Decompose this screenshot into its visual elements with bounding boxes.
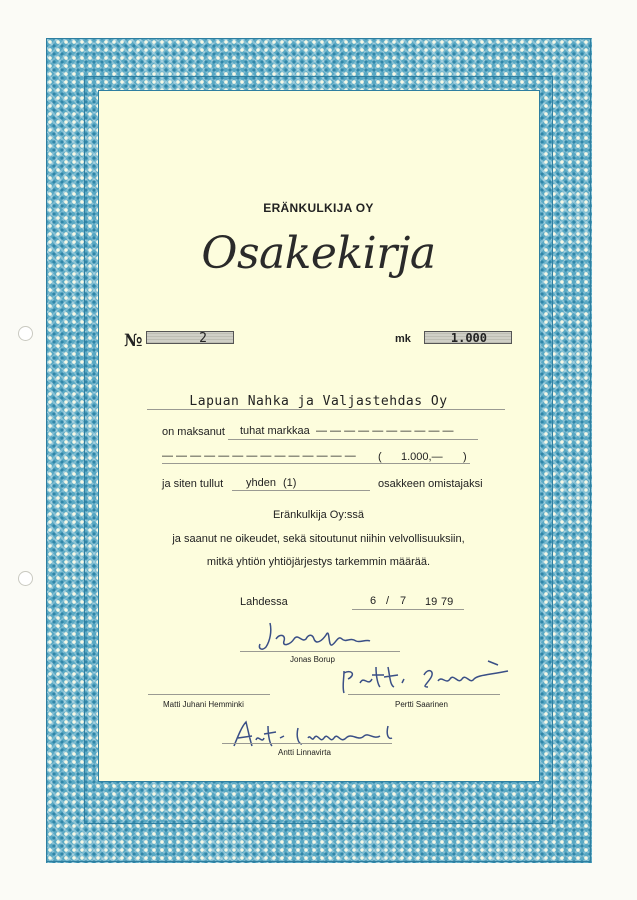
place-label: Lahdessa [240, 596, 288, 608]
shares-suffix: osakkeen omistajaksi [378, 478, 483, 490]
shares-label: ja siten tullut [162, 478, 224, 490]
amount-row-underline [162, 463, 470, 464]
number-box [146, 331, 234, 344]
punch-hole-top [18, 326, 33, 341]
paid-underline [228, 439, 478, 440]
amount-value: 1.000 [450, 331, 487, 345]
place-year: 79 [441, 596, 454, 608]
amount-label: mk [395, 333, 411, 345]
place-day: 6 [370, 595, 377, 607]
shares-value: yhden [246, 477, 276, 489]
amount-row-dashes: — — — — — — — — — — — — — — [162, 450, 356, 462]
paid-dashes: — — — — — — — — — — [316, 425, 454, 437]
paid-value: tuhat markkaa [240, 425, 310, 437]
number-label: № [124, 331, 143, 351]
place-month: 7 [400, 595, 407, 607]
shares-underline [232, 490, 370, 491]
signer-name-2: Pertti Saarinen [395, 700, 448, 709]
body-line-2: ja saanut ne oikeudet, sekä sitoutunut niihin velvollisuuksiin, [172, 533, 465, 545]
signature-antti-linnavirta [228, 716, 398, 752]
holder-name: Lapuan Nahka ja Valjastehdas Oy [189, 394, 448, 409]
date-underline [352, 609, 464, 610]
signature-line-1 [240, 651, 400, 652]
punch-hole-bottom [18, 571, 33, 586]
number-value: 2 [199, 331, 207, 346]
signer-name-1: Jonas Borup [290, 655, 335, 664]
amount-row-close: ) [463, 451, 467, 463]
paid-label: on maksanut [162, 426, 225, 438]
body-line-1: Eränkulkija Oy:ssä [272, 509, 365, 521]
shares-paren: (1) [283, 477, 297, 489]
signature-line-3 [148, 694, 270, 695]
body-line-3: mitkä yhtiön yhtiöjärjestys tarkemmin määrää. [206, 556, 431, 568]
company-name: ERÄNKULKIJA OY [263, 201, 374, 215]
amount-box [424, 331, 512, 344]
amount-row-open: ( [378, 451, 382, 463]
holder-underline [147, 409, 505, 410]
signature-line-2 [348, 694, 500, 695]
place-year-prefix: 19 [425, 596, 438, 608]
signer-name-3: Matti Juhani Hemminki [163, 700, 244, 709]
place-sep: / [386, 595, 390, 607]
signature-line-4 [222, 743, 392, 744]
certificate-title: Osakekirja [201, 228, 436, 279]
signature-pertti-saarinen [338, 657, 518, 697]
amount-row-value: 1.000,— [401, 451, 443, 463]
signer-name-4: Antti Linnavirta [278, 748, 331, 757]
